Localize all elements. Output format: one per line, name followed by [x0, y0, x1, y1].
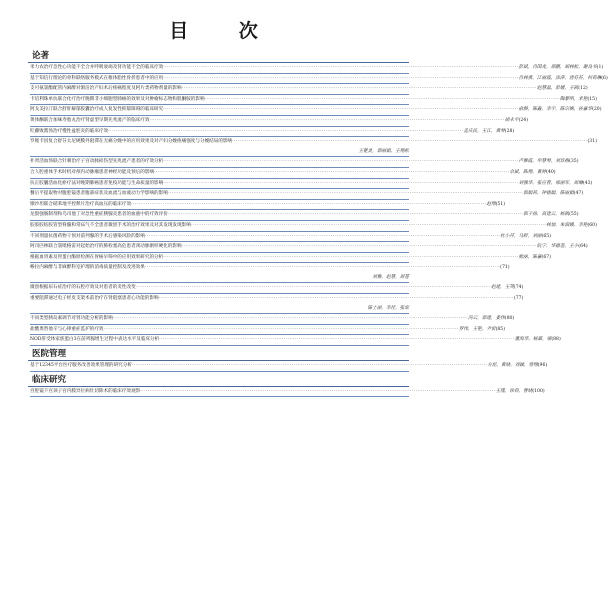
toc-entry-row [30, 314, 515, 324]
toc-entry-row [30, 116, 528, 126]
entry-authors: 彭斌，肖国龙，邢鹏，胡林松，谢良书 [518, 65, 597, 70]
entry-authors: 刘强华，张应春，邢丽军，周琳 [518, 180, 583, 186]
entry-authors: 林加，朱润娥，李艳 [546, 222, 588, 228]
section-heading: 临床研究 [32, 374, 67, 385]
toc-entry-row [30, 189, 584, 199]
dot-leader [163, 179, 518, 189]
toc-entry-row [30, 179, 593, 189]
entry-authors: 俞静，陈鑫，李宇，陈宗娴，孙嘉华 [518, 107, 593, 113]
entry-page-number: (74) [513, 285, 524, 291]
toc-entry-row [30, 168, 556, 178]
toc-entry-list [30, 387, 545, 398]
entry-authors: 赵慧磊，彭媛，王凯 [536, 86, 579, 92]
entry-page-number: (6) [601, 75, 608, 81]
entry-page-number: (35) [569, 159, 579, 165]
dot-leader [108, 127, 463, 137]
dot-leader [140, 387, 495, 397]
entry-title: 合人腔重体手术时机对颅内动脉瘤患者神经功能及预后的影响 [30, 169, 155, 175]
entry-page-number: (64) [578, 244, 588, 250]
toc-entry [30, 325, 506, 336]
entry-title: 不同类型胰岛素调节对肾功能分析的影响 [30, 316, 113, 322]
toc-entry [30, 189, 584, 200]
toc-entry-row [30, 74, 608, 84]
entry-authors: 郭娟莉，钟德娟，陈丽娟 [523, 191, 574, 197]
toc-entry [30, 232, 551, 243]
toc-entry-row [30, 242, 588, 252]
entry-authors: 赵翔 [486, 201, 496, 207]
entry-page-number: (24) [518, 117, 528, 123]
toc-entry-row [30, 361, 548, 371]
toc-sections [0, 48, 608, 397]
toc-entry-row [30, 283, 524, 293]
entry-authors: 董海华，杨翠，梁 [514, 337, 552, 343]
entry-page-number: (12) [578, 86, 588, 92]
toc-entry [30, 263, 510, 283]
entry-page-number: (55) [569, 212, 579, 218]
entry-page-number: (80) [504, 316, 515, 322]
toc-entry-row [30, 137, 597, 147]
dot-leader [104, 325, 459, 335]
entry-title: 扑肾活血汤联合针刺治疗子宫动脉损伤型先兆流产患者的疗效分析 [30, 159, 164, 165]
toc-entry-row [30, 210, 579, 220]
toc-entry-row [30, 253, 551, 263]
entry-page-number: (20) [592, 107, 602, 113]
entry-page-number: (31) [587, 139, 597, 145]
entry-title: 阿戈美拉汀联合舒肝解郁胶囊治疗成人复发性抑郁障碍的临床研究 [30, 107, 164, 113]
entry-title: 不同剂量抗菌药物干预对前列腺的手术后感染风险的影响 [30, 233, 145, 239]
entry-title: 米力农治疗急性心功能不全合并呼吸衰竭及肾功能不全的临床疗效 [30, 65, 164, 70]
dot-leader [145, 232, 500, 242]
entry-page-number: (51) [495, 201, 506, 207]
entry-authors: 王楚灵，郭丽娟，王翔松 [358, 148, 409, 154]
entry-title: 餐后平提取物对腹腔镜患者腹部症状及血流与血液动力学影响的影响 [30, 191, 168, 197]
entry-authors: 卢雅霞，申慧琴，刘玖梅 [518, 159, 570, 165]
toc-entry-row [30, 232, 551, 242]
dot-leader [159, 294, 514, 304]
entry-page-number: (88) [551, 337, 561, 343]
entry-title: 喉拉内麻醉与非麻醉科室护理的消毒质量控制及改进效果 [30, 265, 145, 271]
entry-page-number: (40) [546, 169, 556, 175]
entry-title: 龙骰强肠制剂和乌司他丁对急性重症胰腺炎患者的血液中的疗效评价 [30, 212, 168, 218]
entry-page-number: (65) [541, 233, 551, 239]
toc-entry [30, 95, 597, 106]
toc-entry [30, 168, 556, 179]
dot-leader [132, 361, 487, 371]
entry-authors: 郭子扬，高建云，杨凯 [523, 212, 570, 218]
entry-authors: 冯云，郭建，姜伟 [468, 316, 505, 322]
entry-page-number: (96) [537, 363, 548, 369]
entry-authors: 胡永平 [504, 117, 519, 123]
entry-authors: 赵建，王英 [490, 285, 514, 291]
dot-leader [149, 116, 504, 126]
entry-authors: 杜小芹，马舒，刘丽 [500, 233, 542, 239]
entry-page-number: (1) [596, 65, 604, 70]
toc-entry [30, 314, 515, 325]
toc-entry-row [30, 294, 524, 304]
entry-title: 缬沙坦联合硝苯地平控释片治疗高血压的临床疗效 [30, 201, 132, 207]
entry-authors: 王瑾，徐莉，曹晓 [495, 388, 533, 394]
entry-title: 罗哌卡因复合舒芬太尼硬膜外阻滞在无痛分娩中的应用效果及对产妇分娩疼痛强度与分娩结局的影响 [30, 139, 233, 145]
entry-title: 微创根据尿石症治疗的石腔疗效及对患者的炎性改变 [30, 285, 136, 291]
toc-entry [30, 283, 524, 294]
toc-entry [30, 179, 593, 190]
entry-page-number: (47) [573, 191, 584, 197]
entry-title: 基于12345平台医疗服务改善效果管理的研究分析 [30, 363, 132, 369]
dot-leader [182, 242, 537, 252]
entry-title: 宫腔镜下宫颈子宫内膜异位病灶切除术的临床疗效观察 [30, 388, 141, 394]
toc-entry [30, 116, 528, 127]
entry-authors: 刘雅，赵慧，周苍 [372, 274, 409, 280]
toc-entry [30, 221, 597, 232]
entry-authors: 陈士丽，李佳，张宏 [367, 305, 409, 311]
dot-leader [163, 157, 518, 167]
toc-entry [30, 137, 597, 157]
entry-page-number: (71) [500, 265, 510, 271]
entry-authors: 余斌，陈翔，黄婷 [509, 169, 547, 175]
toc-entry [30, 361, 548, 372]
dot-leader [168, 210, 523, 220]
dot-leader [154, 168, 509, 178]
dot-leader [113, 314, 468, 324]
toc-entry [30, 253, 551, 264]
dot-leader [159, 335, 514, 345]
toc-entry [30, 242, 588, 253]
toc-entry [30, 127, 515, 138]
entry-page-number: (77) [513, 296, 524, 302]
entry-title: 胶胶胶结胶管型脊髓和常疝气不全患者微创手术的治疗效果及对其发现发现影响 [30, 222, 191, 228]
entry-title: NOD肝受体家族蛋白3在前列腺增生过程中表达水平及临床分析 [30, 337, 160, 343]
toc-entry-row [30, 335, 561, 345]
page-title: 目 次 [169, 20, 280, 42]
entry-authors: 罗伟，王艳，尹宏 [458, 326, 496, 332]
toc-entry [30, 387, 545, 398]
entry-page-number: (67) [541, 254, 551, 260]
dot-leader [131, 200, 486, 210]
entry-authors: 熊丽，陈嘉 [518, 254, 542, 260]
dot-leader [163, 74, 518, 84]
toc-entry-row [30, 200, 506, 210]
entry-title: 根据血胃素及胃蛋白酶原检测在胃癌早筛中的应用效果研究的分析 [30, 254, 164, 260]
entry-title: 卡培利珠单抗联合化疗治疗晚期非小细胞型肺癌的效果及对肿瘤标志物和肌酮胺的影响 [30, 96, 205, 102]
toc-entry-row [30, 95, 597, 105]
toc-entry-list [30, 361, 548, 372]
section-heading: 医院管理 [32, 349, 67, 360]
toc-entry-list [30, 63, 608, 346]
toc-entry-row [30, 127, 515, 137]
dot-leader [205, 95, 560, 105]
toc-entry [30, 210, 579, 221]
entry-page-number: (60) [587, 222, 597, 228]
entry-authors: 孟庆民，王江，黄琴 [463, 128, 505, 134]
toc-entry [30, 200, 506, 211]
toc-entry [30, 294, 524, 314]
entry-page-number: (15) [587, 96, 597, 102]
dot-leader [145, 263, 500, 273]
dot-leader [163, 63, 518, 73]
toc-entry [30, 84, 588, 95]
toc-entry [30, 335, 561, 346]
entry-page-number: (85) [495, 326, 506, 332]
entry-title: 基于知信行理论的骨科联络服务模式在椎体脂性骨折患者中的应用 [30, 75, 164, 81]
entry-title: 重要阻滞通过电子经皮支架术前治疗在肾阻塞患者心功能的影响 [30, 296, 159, 302]
entry-authors: 方昆，黄晓，刘颖，曾翔 [487, 363, 538, 369]
entry-title: 支可氨氯酯配管内麻醉对颌洁治产妇术后疼痛程度及阿片类药物剂量的影响 [30, 86, 182, 92]
dot-leader [191, 221, 546, 231]
section-heading: 论著 [32, 51, 50, 61]
entry-title: 阿司匹林联合氯吡格雷对起始治疗的肺栓塞高危患者颈动脉粥样硬化的影响 [30, 244, 182, 250]
toc-entry-row [30, 105, 602, 115]
toc-entry [30, 74, 608, 85]
entry-page-number: (28) [504, 128, 515, 134]
dot-leader [232, 137, 587, 147]
entry-title: 盐酸奥替他辛与心律重症监护的疗效 [30, 326, 104, 332]
toc-entry-row [30, 325, 506, 335]
dot-leader [163, 253, 518, 263]
dot-leader [136, 283, 491, 293]
toc-entry [30, 105, 602, 116]
toc-entry-row [30, 157, 579, 167]
toc-entry-row [30, 221, 597, 231]
dot-leader [182, 84, 537, 94]
entry-page-number: (43) [582, 180, 593, 186]
dot-leader [163, 105, 518, 115]
entry-title: 黄体酮联合加味寿胎丸治疗肾虚型早期先兆流产的临床疗效 [30, 117, 150, 123]
entry-authors: 阮宁，华德莲，王小 [536, 244, 579, 250]
toc-entry-row [30, 263, 510, 273]
toc-entry-row [30, 387, 545, 397]
entry-title: 红藤败酱汤治疗慢性盆腔炎的临床疗效 [30, 128, 109, 134]
toc-entry-row [30, 84, 588, 94]
entry-authors: 肖林燕，江丽霞，涂萍，唐芬芬，何莉琳 [518, 75, 602, 81]
dot-leader [168, 189, 523, 199]
entry-page-number: (100) [532, 388, 545, 394]
toc-entry-row [30, 63, 604, 73]
toc-entry [30, 157, 579, 168]
entry-title: 抗正胶囊活血化瘀疗法对晚期肺癌患者免疫功能与生命质量的影响 [30, 180, 164, 186]
entry-authors: 陶黎明，米艳 [559, 96, 588, 102]
toc-entry [30, 63, 604, 74]
